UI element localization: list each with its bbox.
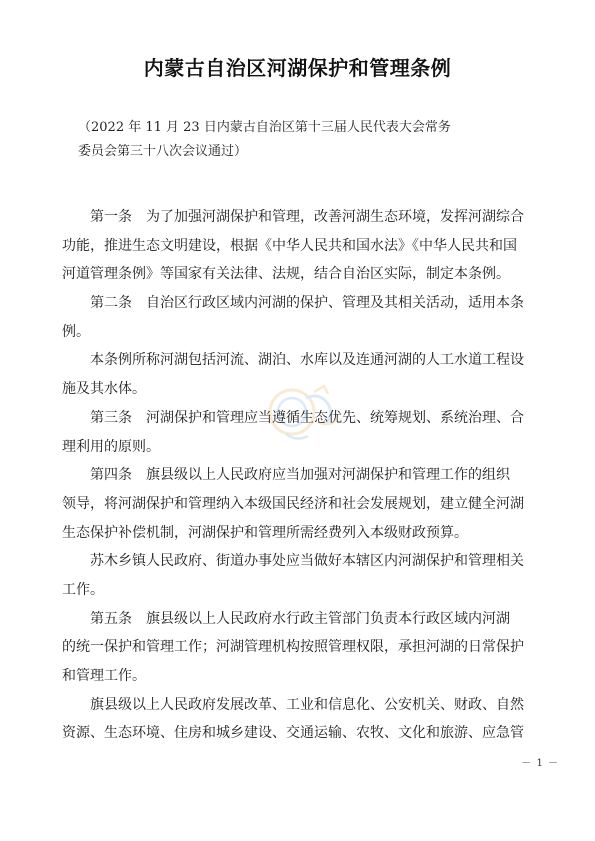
adoption-note-line: （2022 年 11 月 23 日内蒙古自治区第十三届人民代表大会常务 — [78, 120, 451, 135]
body-line: 第三条 河湖保护和管理应当遵循生态优先、统筹规划、系统治理、合 — [90, 409, 524, 426]
body-line: 第二条 自治区行政区域内河湖的保护、管理及其相关活动，适用本条 — [90, 295, 524, 312]
adoption-note — [78, 116, 538, 164]
body-line: 工作。 — [62, 581, 104, 598]
body-line: 功能，推进生态文明建设，根据《中华人民共和国水法》《中华人民共和国 — [62, 237, 517, 254]
body-line: 的统一保护和管理工作；河湖管理机构按照管理权限，承担河湖的日常保护 — [62, 639, 524, 656]
body-line: 本条例所称河湖包括河流、湖泊、水库以及连通河湖的人工水道工程设 — [90, 352, 524, 369]
body-line: 理利用的原则。 — [62, 438, 160, 455]
body-line: 资源、生态环境、住房和城乡建设、交通运输、农牧、文化和旅游、应急管 — [62, 725, 524, 742]
adoption-note-line: 委员会第三十八次会议通过） — [78, 144, 248, 159]
body-line: 领导，将河湖保护和管理纳入本级国民经济和社会发展规划，建立健全河湖 — [62, 495, 524, 512]
body-line: 例。 — [62, 323, 90, 340]
body-line: 旗县级以上人民政府发展改革、工业和信息化、公安机关、财政、自然 — [90, 696, 524, 713]
body-line: 和管理工作。 — [62, 668, 146, 684]
document-body — [62, 203, 542, 748]
body-line: 苏木乡镇人民政府、街道办事处应当做好本辖区内河湖保护和管理相关 — [90, 553, 524, 570]
body-line: 施及其水体。 — [62, 381, 146, 398]
body-line: 河道管理条例》等国家有关法律、法规，结合自治区实际，制定本条例。 — [62, 266, 510, 283]
page-number: － 1 － — [521, 758, 559, 769]
body-line: 第五条 旗县级以上人民政府水行政主管部门负责本行政区域内河湖 — [90, 610, 510, 627]
body-line: 第一条 为了加强河湖保护和管理，改善河湖生态环境，发挥河湖综合 — [90, 209, 524, 225]
body-line: 生态保护补偿机制，河湖保护和管理所需经费列入本级财政预算。 — [62, 524, 468, 541]
document-title: 内蒙古自治区河湖保护和管理条例 — [143, 56, 452, 80]
body-line: 第四条 旗县级以上人民政府应当加强对河湖保护和管理工作的组织 — [90, 467, 510, 484]
